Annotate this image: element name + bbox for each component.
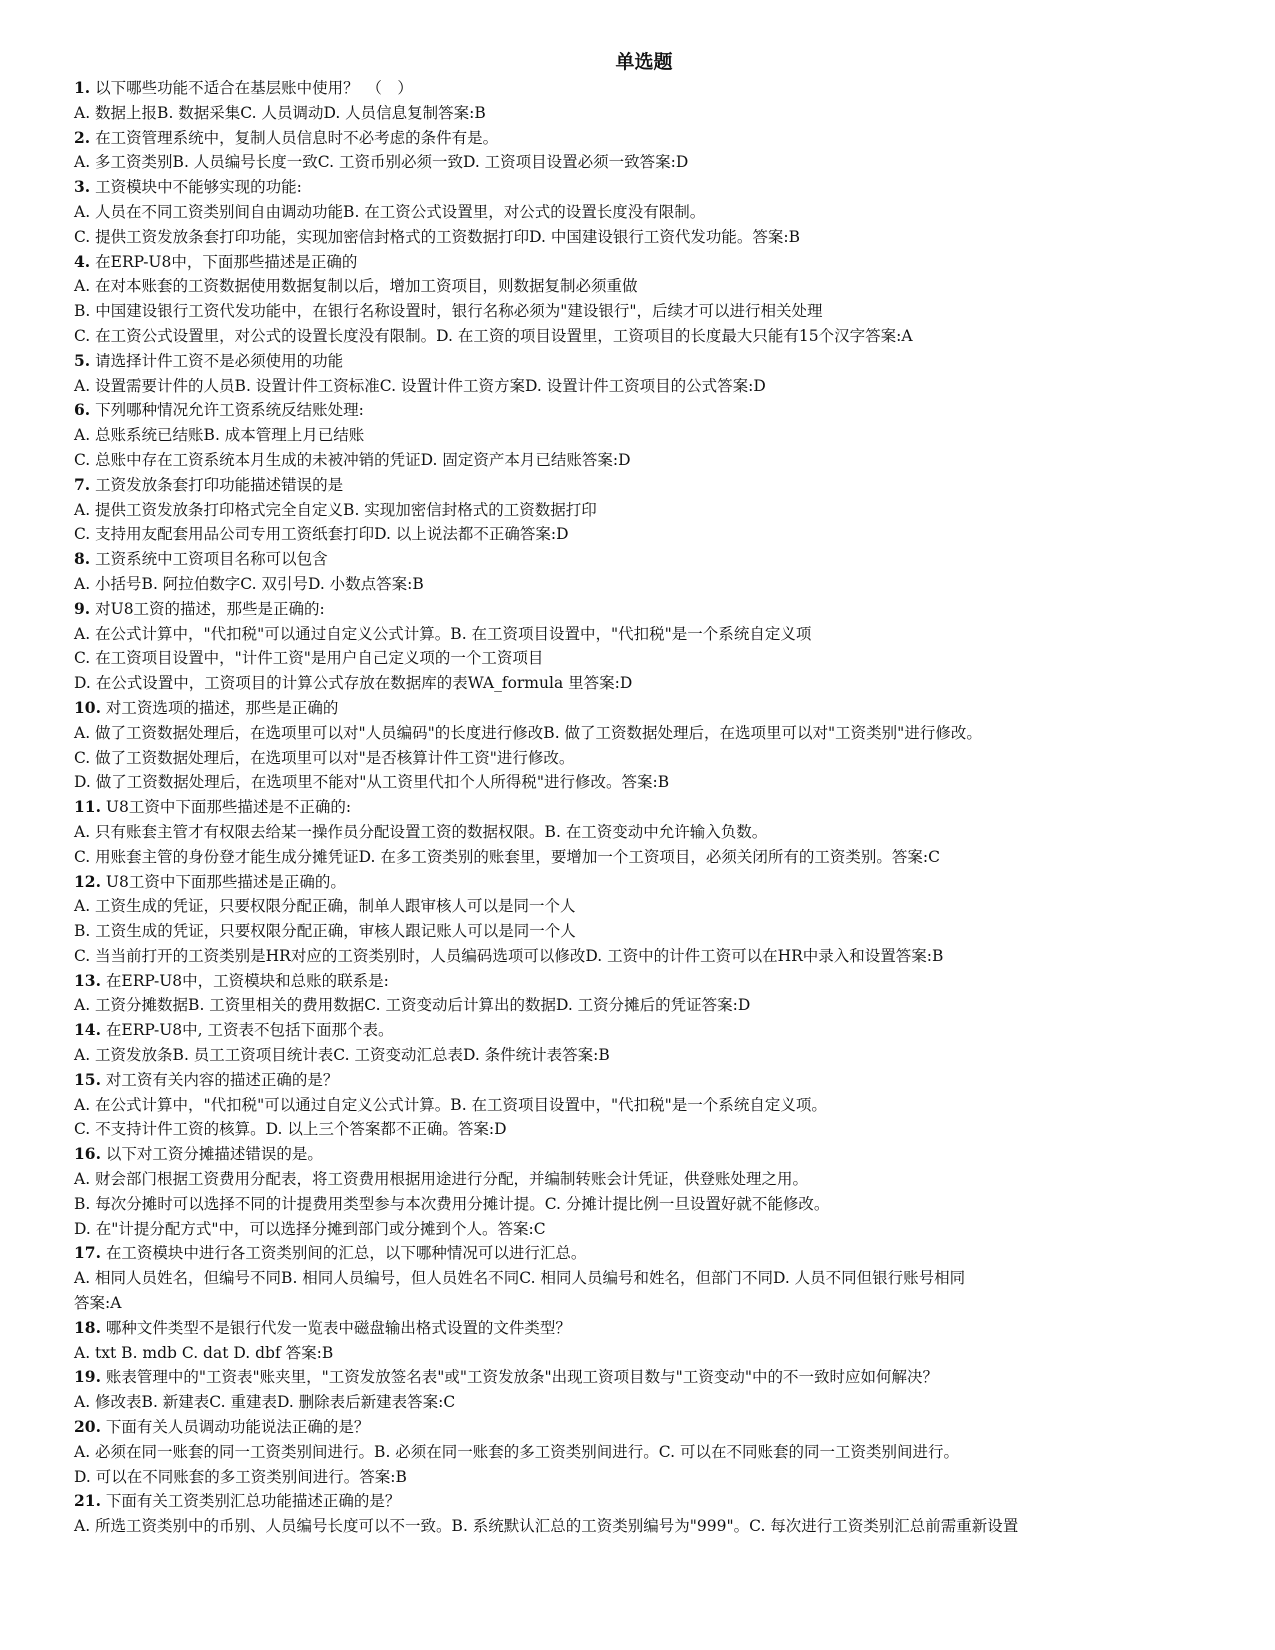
question-text: U8工资中下面那些描述是正确的。 xyxy=(105,872,346,891)
option-line xyxy=(74,374,1224,399)
question-text: 下面有关人员调动功能说法正确的是？ xyxy=(105,1418,370,1437)
question-number: 8. xyxy=(74,549,91,569)
question-line xyxy=(74,1068,1224,1093)
question-text: 在ERP-U8中, 工资表不包括下面那个表。 xyxy=(105,1021,394,1040)
option-text: B. 每次分摊时可以选择不同的计提费用类型参与本次费用分摊计提。C. 分摊计提比例一旦设置好就不能修改。 xyxy=(74,1194,830,1213)
option-line xyxy=(74,1514,1224,1539)
question-number: 13. xyxy=(74,970,101,990)
option-line xyxy=(74,746,1224,771)
option-line xyxy=(74,423,1224,448)
option-line xyxy=(74,1291,1224,1316)
question-text: 请选择计件工资不是必须使用的功能 xyxy=(95,351,344,370)
question-text: 以下哪些功能不适合在基层账中使用？ （ ） xyxy=(95,79,413,97)
option-text: 答案:A xyxy=(74,1294,122,1313)
question-text: 在工资模块中进行各工资类别间的汇总，以下哪种情况可以进行汇总。 xyxy=(105,1244,587,1263)
question-line xyxy=(74,76,1224,101)
option-line xyxy=(74,1266,1224,1291)
option-text: A. 人员在不同工资类别间自由调动功能B. 在工资公式设置里，对公式的设置长度没有限制。 xyxy=(74,202,706,221)
option-text: C. 提供工资发放条套打印功能，实现加密信封格式的工资数据打印D. 中国建设银行工资代发功能。答案:B xyxy=(74,227,801,246)
question-text: 对工资有关内容的描述正确的是？ xyxy=(105,1070,339,1089)
option-text: A. 工资生成的凭证，只要权限分配正确，制单人跟审核人可以是同一个人 xyxy=(74,897,576,916)
option-line xyxy=(74,101,1224,126)
question-text: 在ERP-U8中，工资模块和总账的联系是: xyxy=(105,971,389,990)
question-number: 10. xyxy=(74,697,101,717)
question-line xyxy=(74,1241,1224,1266)
option-line xyxy=(74,671,1224,696)
option-line xyxy=(74,1390,1224,1415)
option-text: C. 做了工资数据处理后，在选项里可以对"是否核算计件工资"进行修改。 xyxy=(74,748,575,767)
page-title: 单选题 xyxy=(615,51,673,73)
option-text: D. 可以在不同账套的多工资类别间进行。答案:B xyxy=(74,1467,407,1486)
option-line xyxy=(74,448,1224,473)
option-text: C. 支持用友配套用品公司专用工资纸套打印D. 以上说法都不正确答案:D xyxy=(74,525,569,544)
option-line xyxy=(74,1465,1224,1490)
question-text: 在ERP-U8中，下面那些描述是正确的 xyxy=(95,252,358,271)
option-text: A. 工资分摊数据B. 工资里相关的费用数据C. 工资变动后计算出的数据D. 工资分摊后的凭证答案:D xyxy=(74,996,751,1015)
question-line xyxy=(74,696,1224,721)
option-line xyxy=(74,225,1224,250)
option-text: C. 在工资公式设置里，对公式的设置长度没有限制。D. 在工资的项目设置里，工资项目的长度最大只能有15个汉字答案:A xyxy=(74,326,913,345)
option-line xyxy=(74,820,1224,845)
option-line xyxy=(74,944,1224,969)
option-line xyxy=(74,1192,1224,1217)
question-number: 16. xyxy=(74,1144,101,1164)
document-page xyxy=(74,48,1224,1539)
question-line xyxy=(74,250,1224,275)
option-line xyxy=(74,1440,1224,1465)
question-list xyxy=(74,76,1224,1539)
option-line xyxy=(74,522,1224,547)
question-line xyxy=(74,1489,1224,1514)
option-text: A. 在公式计算中，"代扣税"可以通过自定义公式计算。B. 在工资项目设置中，"代扣税"是一个系统自定义项。 xyxy=(74,1095,827,1114)
option-line xyxy=(74,770,1224,795)
option-line xyxy=(74,572,1224,597)
question-number: 12. xyxy=(74,871,101,891)
option-line xyxy=(74,274,1224,299)
question-line xyxy=(74,1316,1224,1341)
question-number: 2. xyxy=(74,127,91,147)
option-text: A. 所选工资类别中的币别、人员编号长度可以不一致。B. 系统默认汇总的工资类别编号为"999"。C. 每次进行工资类别汇总前需重新设置 xyxy=(74,1517,1019,1536)
option-text: D. 在"计提分配方式"中，可以选择分摊到部门或分摊到个人。答案:C xyxy=(74,1219,546,1238)
option-text: C. 不支持计件工资的核算。D. 以上三个答案都不正确。答案:D xyxy=(74,1120,507,1139)
option-text: A. 修改表B. 新建表C. 重建表D. 删除表后新建表答案:C xyxy=(74,1393,456,1412)
option-line xyxy=(74,1167,1224,1192)
option-line xyxy=(74,845,1224,870)
question-line xyxy=(74,597,1224,622)
option-line xyxy=(74,1043,1224,1068)
question-number: 9. xyxy=(74,598,91,618)
question-text: 下面有关工资类别汇总功能描述正确的是？ xyxy=(105,1492,401,1511)
option-text: A. 相同人员姓名，但编号不同B. 相同人员编号，但人员姓名不同C. 相同人员编号和姓名，但部门不同D. 人员不同但银行账号相同 xyxy=(74,1269,966,1288)
option-line xyxy=(74,1341,1224,1366)
question-text: 对U8工资的描述，那些是正确的: xyxy=(95,599,325,618)
question-number: 15. xyxy=(74,1069,101,1089)
question-number: 14. xyxy=(74,1020,101,1040)
option-line xyxy=(74,1117,1224,1142)
question-line xyxy=(74,349,1224,374)
question-line xyxy=(74,547,1224,572)
question-text: 工资发放条套打印功能描述错误的是 xyxy=(95,475,344,494)
question-line xyxy=(74,1415,1224,1440)
question-number: 18. xyxy=(74,1317,101,1337)
option-text: A. 必须在同一账套的同一工资类别间进行。B. 必须在同一账套的多工资类别间进行。C. 可以在不同账套的同一工资类别间进行。 xyxy=(74,1442,959,1461)
question-number: 11. xyxy=(74,797,101,817)
question-text: 哪种文件类型不是银行代发一览表中磁盘输出格式设置的文件类型？ xyxy=(105,1318,571,1337)
question-number: 7. xyxy=(74,474,91,494)
question-number: 1. xyxy=(74,78,91,97)
question-line xyxy=(74,870,1224,895)
question-text: 工资系统中工资项目名称可以包含 xyxy=(95,550,328,569)
question-line xyxy=(74,1142,1224,1167)
option-line xyxy=(74,993,1224,1018)
option-text: C. 当当前打开的工资类别是HR对应的工资类别时，人员编码选项可以修改D. 工资中的计件工资可以在HR中录入和设置答案:B xyxy=(74,946,944,965)
option-text: D. 做了工资数据处理后，在选项里不能对"从工资里代扣个人所得税"进行修改。答案:B xyxy=(74,773,670,792)
option-text: A. 做了工资数据处理后，在选项里可以对"人员编码"的长度进行修改B. 做了工资数据处理后，在选项里可以对"工资类别"进行修改。 xyxy=(74,723,982,742)
question-text: 账表管理中的"工资表"账夹里，"工资发放签名表"或"工资发放条"出现工资项目数与"工资变动"中的不一致时应如何解决？ xyxy=(105,1368,938,1387)
question-line xyxy=(74,398,1224,423)
question-number: 20. xyxy=(74,1417,101,1437)
option-text: A. 设置需要计件的人员B. 设置计件工资标准C. 设置计件工资方案D. 设置计件工资项目的公式答案:D xyxy=(74,376,766,395)
question-line xyxy=(74,1365,1224,1390)
question-line xyxy=(74,795,1224,820)
question-text: 下列哪种情况允许工资系统反结账处理: xyxy=(95,401,364,420)
question-number: 5. xyxy=(74,350,91,370)
option-line xyxy=(74,150,1224,175)
option-text: D. 在公式设置中，工资项目的计算公式存放在数据库的表WA_formula 里答案:D xyxy=(74,674,633,693)
option-line xyxy=(74,299,1224,324)
option-text: A. 在对本账套的工资数据使用数据复制以后，增加工资项目，则数据复制必须重做 xyxy=(74,277,638,296)
question-line xyxy=(74,175,1224,200)
question-line xyxy=(74,473,1224,498)
question-line xyxy=(74,969,1224,994)
option-line xyxy=(74,324,1224,349)
question-number: 3. xyxy=(74,177,91,197)
question-line xyxy=(74,1018,1224,1043)
option-text: C. 在工资项目设置中，"计件工资"是用户自己定义项的一个工资项目 xyxy=(74,649,544,668)
option-line xyxy=(74,1093,1224,1118)
question-text: 工资模块中不能够实现的功能: xyxy=(95,178,302,197)
option-line xyxy=(74,894,1224,919)
option-text: C. 用账套主管的身份登才能生成分摊凭证D. 在多工资类别的账套里，要增加一个工资项目，必须关闭所有的工资类别。答案:C xyxy=(74,847,940,866)
question-text: U8工资中下面那些描述是不正确的: xyxy=(105,798,352,817)
option-line xyxy=(74,200,1224,225)
option-text: A. 小括号B. 阿拉伯数字C. 双引号D. 小数点答案:B xyxy=(74,574,424,593)
question-text: 以下对工资分摊描述错误的是。 xyxy=(105,1145,323,1164)
question-text: 对工资选项的描述，那些是正确的 xyxy=(105,698,339,717)
option-text: B. 工资生成的凭证，只要权限分配正确，审核人跟记账人可以是同一个人 xyxy=(74,922,576,941)
option-text: A. 提供工资发放条打印格式完全自定义B. 实现加密信封格式的工资数据打印 xyxy=(74,500,597,519)
option-text: A. 工资发放条B. 员工工资项目统计表C. 工资变动汇总表D. 条件统计表答案:B xyxy=(74,1046,610,1065)
question-text: 在工资管理系统中，复制人员信息时不必考虑的条件有是。 xyxy=(95,128,499,147)
option-line xyxy=(74,646,1224,671)
option-text: B. 中国建设银行工资代发功能中，在银行名称设置时，银行名称必须为"建设银行"，后续才可以进行相关处理 xyxy=(74,302,823,321)
question-number: 19. xyxy=(74,1367,101,1387)
option-text: A. 只有账套主管才有权限去给某一操作员分配设置工资的数据权限。B. 在工资变动中允许输入负数。 xyxy=(74,822,768,841)
option-line xyxy=(74,1217,1224,1242)
option-text: A. 多工资类别B. 人员编号长度一致C. 工资币别必须一致D. 工资项目设置必须一致答案:D xyxy=(74,153,689,172)
question-line xyxy=(74,126,1224,151)
option-line xyxy=(74,919,1224,944)
option-line xyxy=(74,721,1224,746)
option-text: A. 在公式计算中，"代扣税"可以通过自定义公式计算。B. 在工资项目设置中，"代扣税"是一个系统自定义项 xyxy=(74,624,812,643)
question-number: 4. xyxy=(74,251,91,271)
question-number: 21. xyxy=(74,1491,101,1511)
option-line xyxy=(74,622,1224,647)
question-number: 17. xyxy=(74,1243,101,1263)
question-number: 6. xyxy=(74,400,91,420)
option-line xyxy=(74,498,1224,523)
option-text: A. txt B. mdb C. dat D. dbf 答案:B xyxy=(74,1343,334,1362)
option-text: A. 总账系统已结账B. 成本管理上月已结账 xyxy=(74,426,365,445)
option-text: C. 总账中存在工资系统本月生成的未被冲销的凭证D. 固定资产本月已结账答案:D xyxy=(74,450,631,469)
option-text: A. 财会部门根据工资费用分配表，将工资费用根据用途进行分配，并编制转账会计凭证，供登账处理之用。 xyxy=(74,1170,809,1189)
option-text: A. 数据上报B. 数据采集C. 人员调动D. 人员信息复制答案:B xyxy=(74,103,486,122)
